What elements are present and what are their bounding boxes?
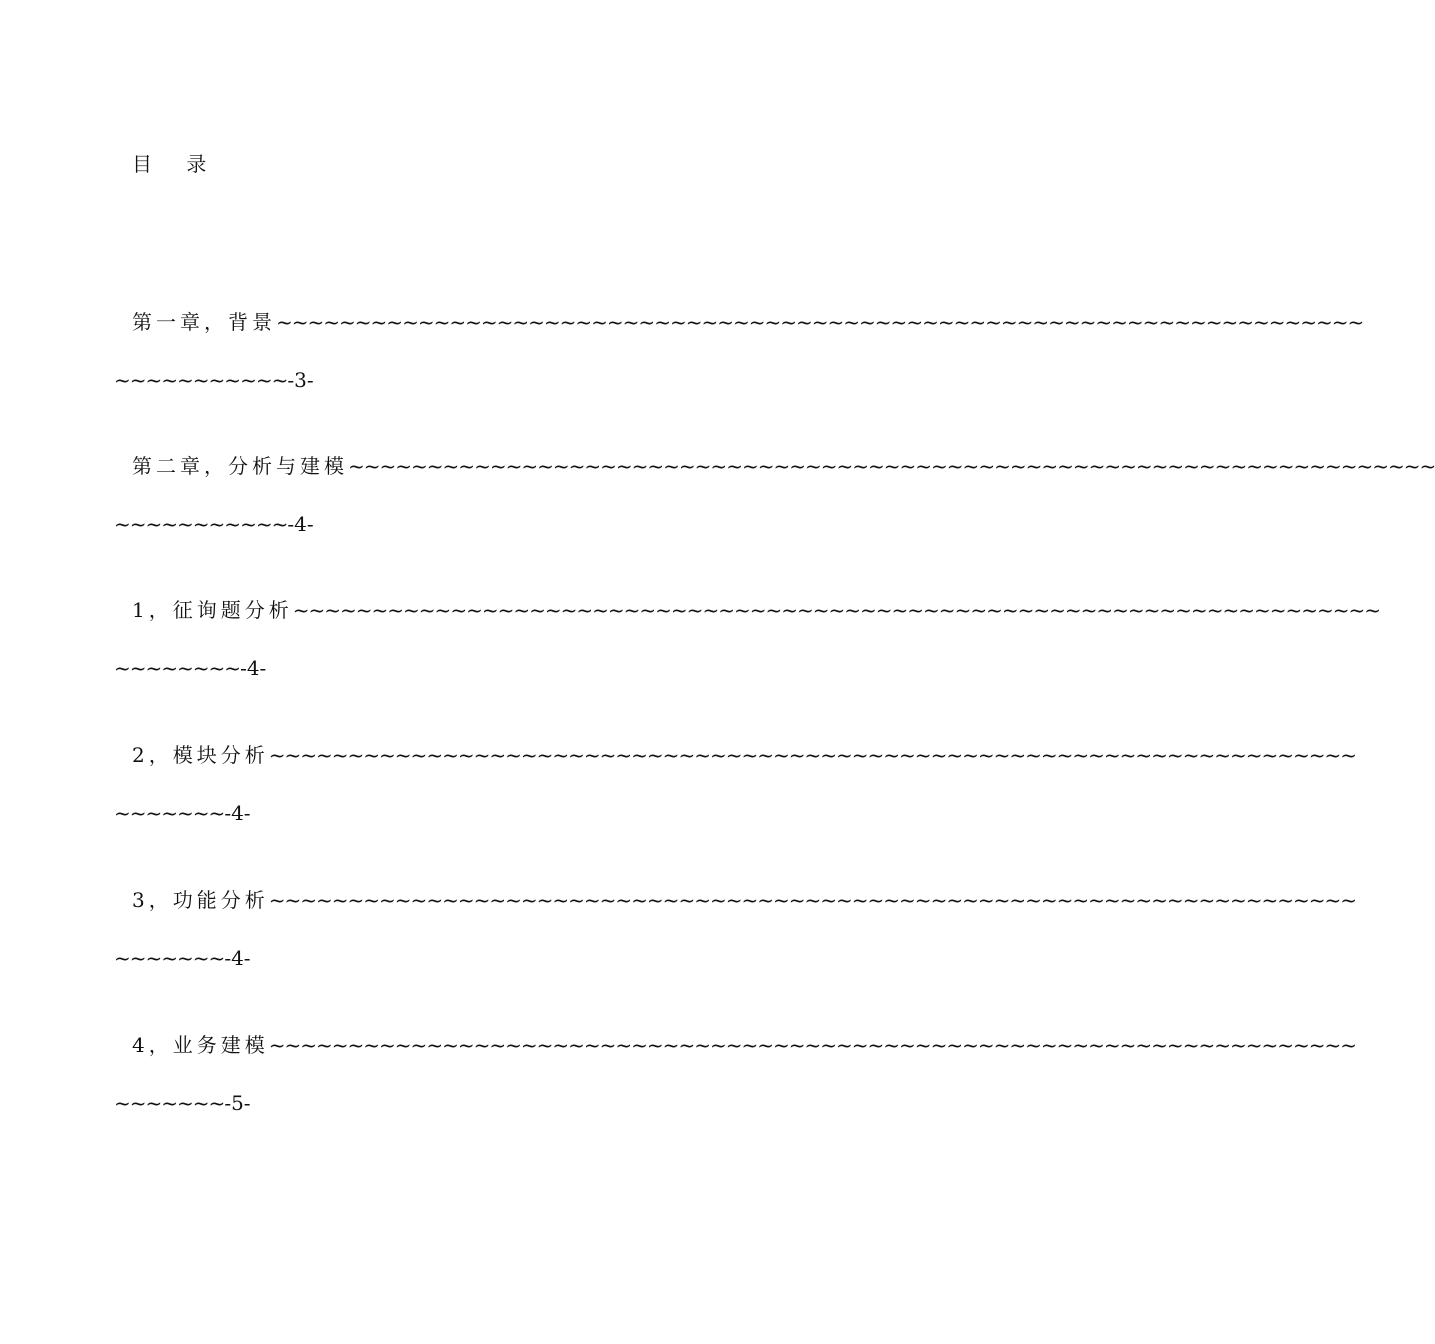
toc-leader-dots: ~~~~~~~~~~~~~~~~~~~~~~~~~~~~~~~~~~~~~~~~~~~~~~~~~~~~~~~~~~~~~~~~~~~~~ [348,454,1435,478]
toc-entry-line [132,741,1357,769]
toc-page-number: -4- [224,801,251,825]
toc-leader-dots: ~~~~~~~~~~~~~~~~~~~~~~~~~~~~~~~~~~~~~~~~~~~~~~~~~~~~~~~~~~~~~~~~~~~~~ [268,1033,1357,1057]
toc-entry-continuation [114,366,414,394]
toc-entry-line [132,452,1435,480]
toc-entry-continuation [114,1089,414,1117]
toc-page-number: -3- [287,368,314,392]
toc-entry-label: 1，征询题分析 [132,598,293,622]
toc-entry-label: 2，模块分析 [132,743,269,767]
toc-leader-dots: ~~~~~~~~ [114,656,241,680]
toc-entry-continuation [114,799,414,827]
toc-leader-dots: ~~~~~~~ [114,801,225,825]
toc-entry-line [132,1031,1357,1059]
toc-leader-dots: ~~~~~~~~~~~~~~~~~~~~~~~~~~~~~~~~~~~~~~~~~~~~~~~~~~~~~~~~~~~~~~~~~~~~~ [276,310,1364,334]
toc-leader-dots: ~~~~~~~ [114,1091,225,1115]
toc-page-number: -4- [240,656,267,680]
toc-leader-dots: ~~~~~~~~~~~ [114,368,288,392]
toc-leader-dots: ~~~~~~~~~~~~~~~~~~~~~~~~~~~~~~~~~~~~~~~~~~~~~~~~~~~~~~~~~~~~~~~~~~~~~ [292,598,1381,622]
toc-page-number: -4- [224,946,251,970]
toc-title: 目 录 [132,152,221,176]
toc-entry-label: 3，功能分析 [132,888,269,912]
toc-entry-continuation [114,654,414,682]
toc-leader-dots: ~~~~~~~~~~~ [114,512,288,536]
toc-leader-dots: ~~~~~~~~~~~~~~~~~~~~~~~~~~~~~~~~~~~~~~~~~~~~~~~~~~~~~~~~~~~~~~~~~~~~~ [268,743,1357,767]
toc-entry-continuation [114,510,414,538]
toc-page-number: -4- [287,512,314,536]
toc-entry-label: 第一章，背景 [132,310,276,334]
toc-entry-continuation [114,944,414,972]
toc-entry-line [132,308,1364,336]
toc-entry-label: 4，业务建模 [132,1033,269,1057]
toc-entry-label: 第二章，分析与建模 [132,454,348,478]
toc-entry-line [132,886,1357,914]
toc-page-number: -5- [224,1091,251,1115]
toc-leader-dots: ~~~~~~~~~~~~~~~~~~~~~~~~~~~~~~~~~~~~~~~~~~~~~~~~~~~~~~~~~~~~~~~~~~~~~ [268,888,1357,912]
toc-leader-dots: ~~~~~~~ [114,946,225,970]
toc-entry-line [132,596,1381,624]
